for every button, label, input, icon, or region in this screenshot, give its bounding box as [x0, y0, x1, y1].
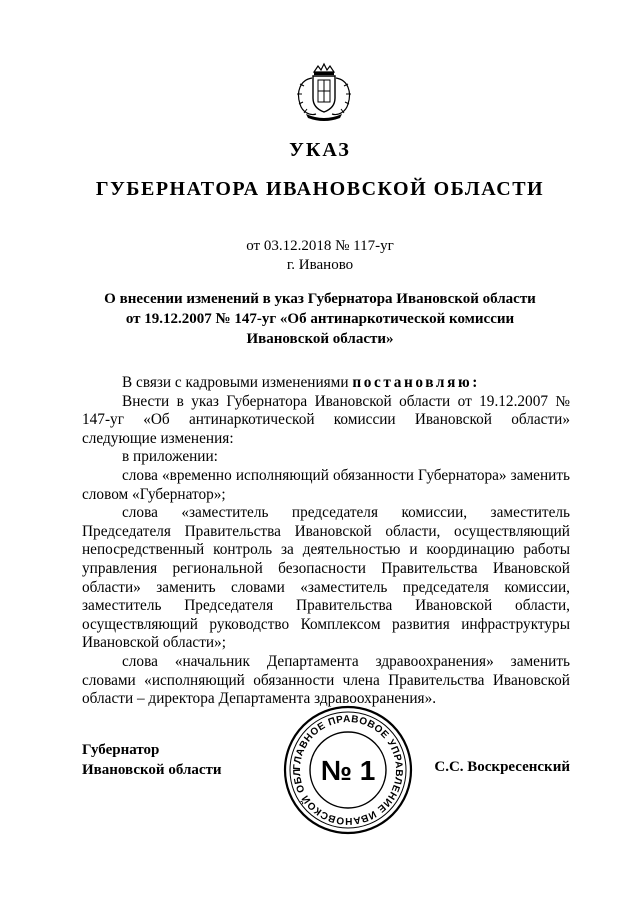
signatory-position-line: Губернатор: [82, 742, 160, 758]
subject-line: О внесении изменений в указ Губернатора Ивановской области: [104, 291, 536, 307]
paragraph-preamble: [82, 374, 570, 393]
decree-word: постановляю:: [352, 374, 480, 391]
city: г. Иваново: [286, 257, 354, 273]
document-meta: [0, 237, 640, 275]
official-seal-icon: [282, 704, 414, 836]
paragraph: слова «заместитель председателя комиссии, заместитель Председателя Правительства Ивановской области, осуществляющий непосредственный контроль за деятельностью и координацию работы управления региональной безопасности Правительства Ивановской области» заменить словами «заместитель председателя комиссии, заместитель Председателя Правительства Ивановской области, осуществляющий руководство Комплексом развития инфраструктуры Ивановской области»;: [82, 504, 570, 652]
paragraph: Внести в указ Губернатора Ивановской области от 19.12.2007 № 147-уг «Об антинаркотической комиссии Ивановской области» следующие изменения:: [82, 392, 570, 447]
date-number: от 03.12.2018 № 117-уг: [246, 238, 394, 254]
signatory-position-line: Ивановской области: [82, 762, 222, 778]
seal-center-text: № 1: [320, 755, 376, 786]
paragraph: слова «начальник Департамента здравоохранения» заменить словами «исполняющий обязанности члена Правительства Ивановской области – директора Департамента здравоохранения».: [82, 652, 570, 708]
seal-ring-text: ГЛАВНОЕ ПРАВОВОЕ УПРАВЛЕНИЕ ИВАНОВСКОЙ ОБЛ: [291, 713, 405, 827]
document-type-title: УКАЗ: [289, 139, 351, 161]
document-body: [82, 374, 570, 709]
subject-line: от 19.12.2007 № 147-уг «Об антинаркотической комиссии: [125, 311, 515, 327]
issuer-title: ГУБЕРНАТОРА ИВАНОВСКОЙ ОБЛАСТИ: [95, 178, 545, 200]
coat-of-arms-icon: [292, 62, 356, 124]
preamble-text: В связи с кадровыми изменениями: [122, 374, 353, 391]
subject-line: Ивановской области»: [246, 331, 394, 347]
signatory-position: [82, 740, 222, 780]
signatory-name: С.С. Воскресенский: [434, 759, 570, 775]
paragraph: слова «временно исполняющий обязанности Губернатора» заменить словом «Губернатор»;: [82, 466, 570, 503]
paragraph: в приложении:: [122, 448, 218, 466]
document-subject: [90, 289, 550, 349]
